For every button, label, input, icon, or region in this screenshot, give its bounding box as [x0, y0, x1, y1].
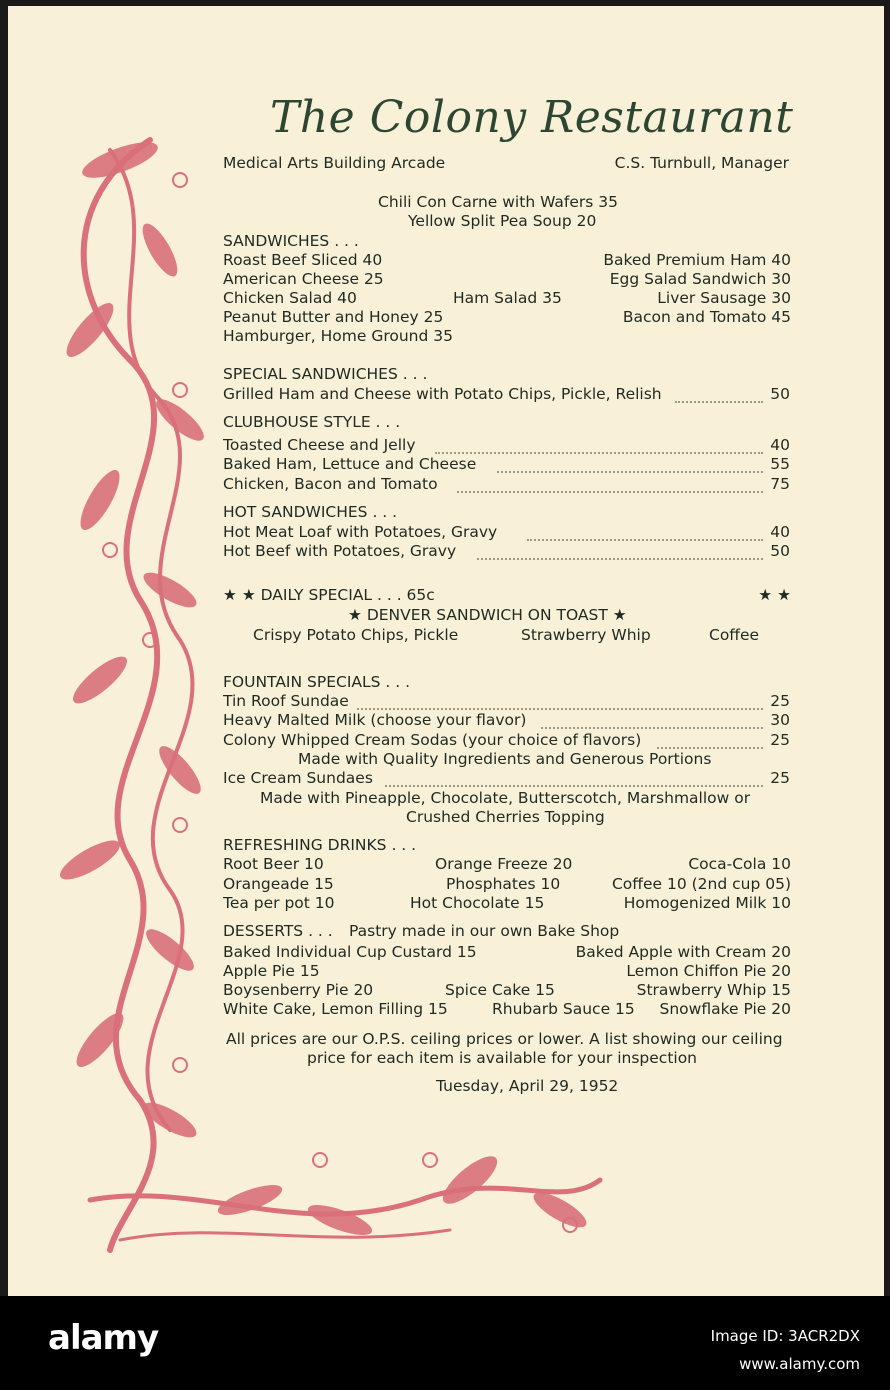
section-heading-sandwiches: SANDWICHES . . .: [223, 232, 359, 250]
soup-split-pea: Yellow Split Pea Soup 20: [408, 212, 597, 230]
menu-item: Baked Apple with Cream 20: [575, 943, 791, 961]
menu-item: Bacon and Tomato 45: [622, 308, 791, 326]
menu-item: Orange Freeze 20: [435, 855, 573, 873]
ops-note: price for each item is available for your inspection: [307, 1049, 698, 1067]
menu-price: 40: [770, 523, 790, 541]
restaurant-title: The Colony Restaurant: [270, 92, 794, 143]
menu-item: Orangeade 15: [223, 875, 334, 893]
daily-special-side: Coffee: [709, 626, 760, 644]
restaurant-manager: C.S. Turnbull, Manager: [614, 154, 789, 172]
menu-item: Chicken, Bacon and Tomato: [223, 475, 438, 493]
section-heading-desserts: DESSERTS . . .: [223, 922, 333, 940]
daily-special-heading: ★ ★ DAILY SPECIAL . . . 65c: [223, 586, 435, 604]
menu-item: Baked Ham, Lettuce and Cheese: [223, 455, 477, 473]
fountain-note: Crushed Cherries Topping: [406, 808, 605, 826]
menu-price: 55: [770, 455, 790, 473]
watermark-site: www.alamy.com: [739, 1355, 860, 1373]
menu-item: Grilled Ham and Cheese with Potato Chips, Pickle, Relish: [223, 385, 662, 403]
dot-leader: [357, 706, 763, 710]
daily-special-dish: ★ DENVER SANDWICH ON TOAST ★: [348, 606, 627, 624]
section-heading-drinks: REFRESHING DRINKS . . .: [223, 836, 417, 854]
menu-price: 50: [770, 542, 790, 560]
menu-item: Spice Cake 15: [445, 981, 555, 999]
menu-item: Strawberry Whip 15: [636, 981, 791, 999]
fountain-note: Made with Quality Ingredients and Generous Portions: [298, 750, 712, 768]
menu-item: Hot Beef with Potatoes, Gravy: [223, 542, 457, 560]
menu-item: Phosphates 10: [446, 875, 561, 893]
dot-leader: [477, 556, 763, 560]
menu-price: 25: [770, 731, 790, 749]
daily-special-stars: ★ ★: [758, 586, 791, 604]
menu-item: Baked Premium Ham 40: [603, 251, 791, 269]
dot-leader: [497, 469, 763, 473]
menu-price: 40: [770, 436, 790, 454]
menu-price: 75: [770, 475, 790, 493]
menu-item: Toasted Cheese and Jelly: [223, 436, 416, 454]
menu-item: White Cake, Lemon Filling 15: [223, 1000, 448, 1018]
menu-item: American Cheese 25: [223, 270, 384, 288]
menu-price: 25: [770, 692, 790, 710]
menu-item: Hamburger, Home Ground 35: [223, 327, 453, 345]
menu-item: Egg Salad Sandwich 30: [609, 270, 791, 288]
menu-item: Coffee 10 (2nd cup 05): [611, 875, 791, 893]
menu-item: Rhubarb Sauce 15: [492, 1000, 635, 1018]
menu-item: Ice Cream Sundaes: [223, 769, 373, 787]
section-heading-fountain: FOUNTAIN SPECIALS . . .: [223, 673, 411, 691]
menu-item: Heavy Malted Milk (choose your flavor): [223, 711, 527, 729]
section-heading-clubhouse: CLUBHOUSE STYLE . . .: [223, 413, 401, 431]
menu-item: Apple Pie 15: [223, 962, 320, 980]
watermark-info: [711, 1322, 860, 1378]
menu-item: Homogenized Milk 10: [623, 894, 791, 912]
menu-item: Lemon Chiffon Pie 20: [626, 962, 791, 980]
menu-item: Ham Salad 35: [453, 289, 562, 307]
soup-chili: Chili Con Carne with Wafers 35: [378, 193, 618, 211]
watermark-logo: alamy: [48, 1318, 159, 1358]
menu-item: Boysenberry Pie 20: [223, 981, 374, 999]
menu-item: Colony Whipped Cream Sodas (your choice of flavors): [223, 731, 642, 749]
menu-item: Baked Individual Cup Custard 15: [223, 943, 477, 961]
menu-price: 50: [770, 385, 790, 403]
menu-price: 30: [770, 711, 790, 729]
menu-item: Root Beer 10: [223, 855, 324, 873]
watermark-image-id: Image ID: 3ACR2DX: [710, 1327, 860, 1345]
menu-item: Chicken Salad 40: [223, 289, 357, 307]
desserts-subheading: Pastry made in our own Bake Shop: [349, 922, 620, 940]
menu-item: Coca-Cola 10: [688, 855, 791, 873]
restaurant-location: Medical Arts Building Arcade: [223, 154, 446, 172]
section-heading-hot-sandwiches: HOT SANDWICHES . . .: [223, 503, 398, 521]
dot-leader: [541, 725, 763, 729]
menu-item: Tea per pot 10: [223, 894, 335, 912]
menu-item: Peanut Butter and Honey 25: [223, 308, 444, 326]
menu-date: Tuesday, April 29, 1952: [436, 1077, 619, 1095]
menu-item: Liver Sausage 30: [657, 289, 791, 307]
section-heading-special-sandwiches: SPECIAL SANDWICHES . . .: [223, 365, 428, 383]
dot-leader: [385, 783, 763, 787]
dot-leader: [457, 489, 763, 493]
dot-leader: [435, 450, 763, 454]
menu-item: Hot Meat Loaf with Potatoes, Gravy: [223, 523, 498, 541]
menu-item: Hot Chocolate 15: [410, 894, 545, 912]
menu-item: Tin Roof Sundae: [223, 692, 349, 710]
menu-price: 25: [770, 769, 790, 787]
menu-item: Snowflake Pie 20: [659, 1000, 791, 1018]
dot-leader: [657, 745, 763, 749]
fountain-note: Made with Pineapple, Chocolate, Butterscotch, Marshmallow or: [260, 789, 751, 807]
dot-leader: [527, 537, 763, 541]
ops-note: All prices are our O.P.S. ceiling prices or lower. A list showing our ceiling: [226, 1030, 783, 1048]
daily-special-side: Crispy Potato Chips, Pickle: [253, 626, 459, 644]
menu-item: Roast Beef Sliced 40: [223, 251, 383, 269]
daily-special-side: Strawberry Whip: [521, 626, 651, 644]
